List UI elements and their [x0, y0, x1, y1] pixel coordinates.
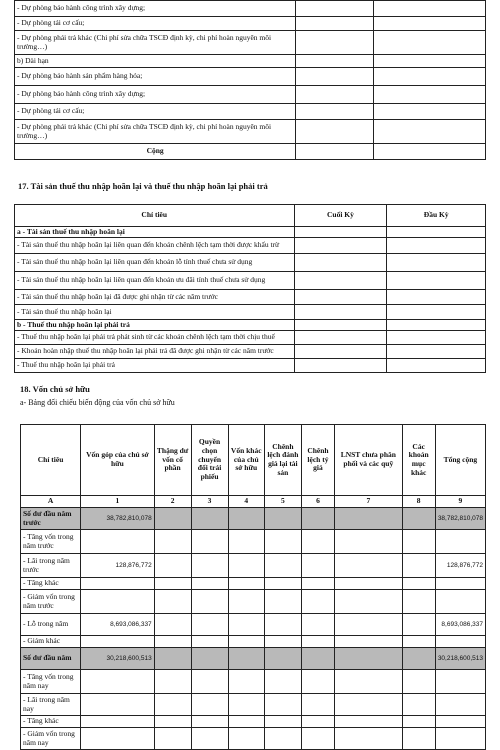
row-label: - Tăng vốn trong năm trước — [21, 530, 81, 554]
total-value: 30,218,600,513 — [435, 648, 485, 670]
table-row — [21, 508, 486, 530]
owner-capital-value: 128,876,772 — [81, 554, 155, 578]
table-cell: - Tài sản thuế thu nhập hoãn lại đã được ghi nhận từ các năm trước — [15, 290, 295, 305]
table-cell: - Tài sản thuế thu nhập hoãn lại liên quan đến khoản chênh lệch tạm thời được khấu trừ — [15, 238, 295, 254]
table-cell: - Dự phòng bảo hành công trình xây dựng; — [15, 86, 296, 104]
table-row — [21, 670, 486, 694]
row-label: - Tăng khác — [21, 716, 81, 728]
column-header: Vốn góp của chủ sở hữu — [81, 425, 155, 496]
row-label: Số dư đầu năm — [21, 648, 81, 670]
index-cell: 2 — [154, 496, 191, 508]
row-label: - Giảm vốn trong năm nay — [21, 728, 81, 750]
column-header: Chênh lệch đánh giá lại tài sản — [264, 425, 301, 496]
table-cell: b) Dài hạn — [15, 55, 296, 68]
owner-capital-value — [81, 728, 155, 750]
index-cell: 4 — [228, 496, 264, 508]
index-cell: 6 — [301, 496, 334, 508]
table-cell: - Tài sản thuế thu nhập hoãn lại liên quan đến khoản ưu đãi tính thuế chưa sử dụng — [15, 272, 295, 290]
table-row — [21, 636, 486, 648]
index-cell: 7 — [335, 496, 403, 508]
table-row — [21, 578, 486, 590]
total-value — [435, 728, 485, 750]
table-row — [21, 554, 486, 578]
index-cell: A — [21, 496, 81, 508]
owner-capital-value — [81, 578, 155, 590]
table-row — [21, 530, 486, 554]
total-value — [435, 670, 485, 694]
table-cell: - Dự phòng bảo hành sản phẩm hàng hóa; — [15, 68, 296, 86]
provisions-table — [14, 0, 486, 160]
index-cell: 8 — [402, 496, 435, 508]
total-value: 128,876,772 — [435, 554, 485, 578]
row-label: - Giảm khác — [21, 636, 81, 648]
equity-rows — [21, 508, 486, 750]
total-value — [435, 578, 485, 590]
row-label: - Lỗ trong năm — [21, 614, 81, 636]
row-label: - Tăng khác — [21, 578, 81, 590]
owner-capital-value — [81, 694, 155, 716]
table-row — [21, 590, 486, 614]
column-header: Chỉ tiêu — [15, 205, 295, 227]
index-cell: 5 — [264, 496, 301, 508]
table-cell: a - Tài sản thuế thu nhập hoãn lại — [15, 227, 295, 238]
total-value — [435, 716, 485, 728]
column-header: Chỉ tiêu — [21, 425, 81, 496]
column-header: Chênh lệch tỷ giá — [301, 425, 334, 496]
table-cell: - Tài sản thuế thu nhập hoãn lại liên quan đến khoản lỗ tính thuế chưa sử dụng — [15, 254, 295, 272]
table-row — [21, 728, 486, 750]
index-cell: 9 — [435, 496, 485, 508]
table-cell: - Dự phòng phải trả khác (Chi phí sửa chữa TSCĐ định kỳ, chi phí hoàn nguyên môi trường…) — [15, 31, 296, 55]
section-17-title: 17. Tài sản thuế thu nhập hoãn lại và thuế thu nhập hoãn lại phải trả — [18, 181, 268, 191]
total-value: 8,693,086,337 — [435, 614, 485, 636]
column-header: Quyền chọn chuyển đổi trái phiếu — [191, 425, 228, 496]
index-cell: 3 — [191, 496, 228, 508]
total-value: 38,782,810,078 — [435, 508, 485, 530]
table-row — [21, 614, 486, 636]
table-cell: - Dự phòng bảo hành công trình xây dựng; — [15, 1, 296, 17]
row-label: - Giảm vốn trong năm trước — [21, 590, 81, 614]
column-header: Cuối Kỳ — [294, 205, 387, 227]
total-value — [435, 530, 485, 554]
deferred-tax-table — [14, 204, 486, 373]
row-label: - Tăng vốn trong năm nay — [21, 670, 81, 694]
table-cell: - Thuế thu nhập hoãn lại phải trả phát sinh từ các khoản chênh lệch tạm thời chịu thuế — [15, 331, 295, 345]
column-header: Tổng cộng — [435, 425, 485, 496]
table-cell: b - Thuế thu nhập hoãn lại phải trả — [15, 320, 295, 331]
table-cell: - Dự phòng tái cơ cấu; — [15, 104, 296, 120]
table-cell: - Dự phòng tái cơ cấu; — [15, 17, 296, 31]
column-header: Vốn khác của chủ sở hữu — [228, 425, 264, 496]
owner-capital-value: 30,218,600,513 — [81, 648, 155, 670]
table-cell: - Dự phòng phải trả khác (Chi phí sửa chữa TSCĐ định kỳ, chi phí hoàn nguyên môi trường…) — [15, 120, 296, 144]
column-header: Đầu Kỳ — [387, 205, 486, 227]
table-row — [21, 694, 486, 716]
column-header: LNST chưa phân phối và các quỹ — [335, 425, 403, 496]
owner-capital-value — [81, 670, 155, 694]
total-value — [435, 636, 485, 648]
section-18-title: 18. Vốn chủ sở hữu — [20, 384, 90, 394]
owner-capital-value — [81, 590, 155, 614]
row-label: - Lãi trong năm nay — [21, 694, 81, 716]
row-label: Số dư đầu năm trước — [21, 508, 81, 530]
total-label: Cộng — [15, 144, 296, 160]
owner-capital-value — [81, 636, 155, 648]
index-cell: 1 — [81, 496, 155, 508]
table-cell: - Thuế thu nhập hoãn lại phải trả — [15, 359, 295, 373]
column-header: Các khoản mục khác — [402, 425, 435, 496]
owner-capital-value — [81, 530, 155, 554]
row-label: - Lãi trong năm trước — [21, 554, 81, 578]
section-18-subtitle: a- Bảng đối chiếu biến động của vốn chủ sở hữu — [20, 398, 175, 407]
owner-capital-value: 38,782,810,078 — [81, 508, 155, 530]
total-value — [435, 590, 485, 614]
owner-capital-value: 8,693,086,337 — [81, 614, 155, 636]
total-value — [435, 694, 485, 716]
owner-capital-value — [81, 716, 155, 728]
column-header: Thặng dư vốn cổ phần — [154, 425, 191, 496]
table-cell: - Khoản hoàn nhập thuế thu nhập hoãn lại phải trả đã được ghi nhận từ các năm trước — [15, 345, 295, 359]
table-row — [21, 648, 486, 670]
equity-table — [20, 424, 486, 750]
table-row — [21, 716, 486, 728]
table-cell: - Tài sản thuế thu nhập hoãn lại — [15, 305, 295, 320]
